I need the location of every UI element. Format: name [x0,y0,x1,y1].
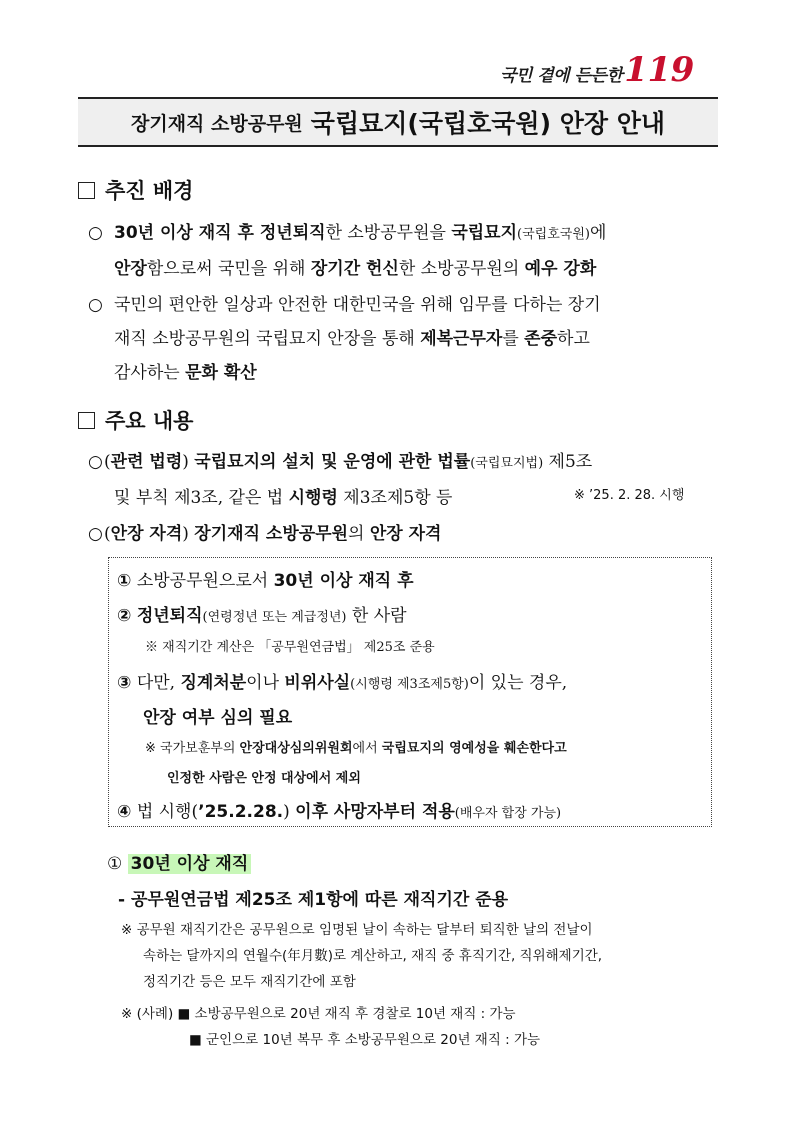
law-line1 [88,445,592,481]
t: 제5조 [543,452,593,472]
sub1-heading [107,849,251,874]
t: 함으로써 국민을 위해 [146,259,311,279]
slogan-text: 국민 곁에 든든한 [500,66,623,86]
t: 한 소방공무원의 [398,259,525,279]
t: 제3조제5항 등 [337,488,453,508]
section1-item2 [88,288,601,390]
checkbox-square-icon [78,412,95,429]
t: 하고 [557,329,590,349]
item1-line1 [88,216,606,252]
t: 에서 [352,741,382,756]
qual-row-3-note-line2: 인정한 사람은 안정 대상에서 제외 [167,771,361,786]
checkbox-square-icon [78,182,95,199]
t: ( [104,452,111,472]
section1-heading-text: 추진 배경 [105,179,194,203]
circle-bullet-icon: ○ [88,452,103,472]
t: 안장 여부 심의 필요 [143,708,293,728]
t: 장기재직 소방공무원 [194,524,349,544]
section1-item1 [88,216,606,286]
t: 정년퇴직 [136,606,203,626]
t: 다만, [136,673,181,693]
t: 한 사람 [346,606,407,626]
t: 제복근무자 [420,329,503,349]
t: 이나 [246,673,285,693]
highlighted-label: 30년 이상 재직 [128,854,252,874]
section2-item1 [88,445,592,515]
section-heading-contents [78,405,193,435]
qual-row-2-note: ※ 재직기간 계산은 「공무원연금법」 제25조 준용 [145,640,435,655]
t: (국립호국원) [517,227,590,242]
t: 국립묘지 [451,223,518,243]
t: 이후 사망자부터 적용 [295,802,455,822]
t: 를 [502,329,525,349]
qual-row-3-note [145,737,567,756]
slogan-logo [500,50,725,90]
t: 30년 이상 재직 후 정년퇴직 [114,223,326,243]
t: ■ 군인으로 10년 복무 후 소방공무원으로 20년 재직 : 가능 [189,1032,541,1048]
t: 및 부칙 제3조, 같은 법 [114,488,289,508]
item2-line1 [88,288,601,322]
t: 국립묘지의 설치 및 운영에 관한 법률 [194,452,471,472]
t: 안장 [114,259,147,279]
t: 문화 확산 [185,363,257,383]
title-part1: 장기재직 소방공무원 [130,112,303,135]
t: (연령정년 또는 계급정년) [202,610,347,625]
law-line2 [88,481,592,515]
t: 징계처분 [180,673,247,693]
sub1-note [121,917,602,995]
t: ※ 국가보훈부의 [145,741,240,756]
sub1-dash-line: - 공무원연금법 제25조 제1항에 따른 재직기간 준용 [118,890,509,910]
t: 의 [348,524,370,544]
t: (국립묘지법) [470,456,544,471]
t: 법 시행( [136,802,199,822]
t: ※ 공무원 재직기간은 공무원으로 임명된 날이 속하는 달부터 퇴직한 날의 전날이 [121,922,593,938]
t: ※ (사례) [121,1006,174,1022]
item1-line2 [88,252,606,286]
t: 시행령 [288,488,338,508]
t: ) [182,524,195,544]
t: ④ [117,802,132,822]
t: 소방공무원으로서 [136,571,274,591]
qual-row-4 [117,797,561,822]
t: ’25.2.28. [198,802,284,822]
t: 국민의 편안한 일상과 안전한 대한민국을 위해 임무를 다하는 장기 [114,295,601,315]
item2-line2 [88,322,601,356]
t: 안장 자격 [110,524,183,544]
qual-row-3 [117,668,567,693]
t: ③ [117,673,132,693]
t: 감사하는 [114,363,186,383]
t: 에 [589,223,607,243]
t: 관련 법령 [110,452,183,472]
t: 예우 강화 [524,259,597,279]
t: ) [283,802,296,822]
t: ( [104,524,111,544]
t: (시행령 제3조제5항) [350,677,469,692]
t: 속하는 달까지의 연월수(年月數)로 계산하고, 재직 중 휴직기간, 직위해제기간, [143,948,603,964]
t: 안장대상심의위원회 [239,741,353,756]
circle-bullet-icon: ○ [88,223,103,243]
t: 존중 [524,329,558,349]
t: ① [117,571,132,591]
qual-row-2 [117,601,407,626]
section2-item2 [88,517,441,551]
t: ) [182,452,195,472]
qual-row-3-line2 [143,703,292,728]
t: 재직 소방공무원의 국립묘지 안장을 통해 [114,329,421,349]
qual-row-1 [117,566,414,591]
t: 30년 이상 재직 후 [273,571,414,591]
t: 장기간 헌신 [310,259,399,279]
enforcement-note: ※ ’25. 2. 28. 시행 [574,488,685,503]
t: 국립묘지의 영예성을 훼손한다고 [381,741,567,756]
t: 비위사실 [284,673,351,693]
title-part2: 국립묘지(국립호국원) 안장 안내 [310,109,666,138]
t: ② [117,606,132,626]
t: 한 소방공무원을 [325,223,452,243]
page-title [78,97,718,147]
t: 이 있는 경우, [468,673,568,693]
t: (배우자 합장 가능) [454,806,562,821]
item2-line3 [88,356,601,390]
slogan-number: 119 [624,50,694,90]
circle-bullet-icon: ○ [88,524,103,544]
t: ① [107,854,123,874]
circle-bullet-icon: ○ [88,295,103,315]
t: ■ 소방공무원으로 20년 재직 후 경찰로 10년 재직 : 가능 [177,1006,516,1022]
t: 정직기간 등은 모두 재직기간에 포함 [143,974,356,990]
sub1-examples [121,1001,540,1053]
section2-heading-text: 주요 내용 [105,409,194,433]
section-heading-background [78,175,193,205]
t: 안장 자격 [369,524,442,544]
